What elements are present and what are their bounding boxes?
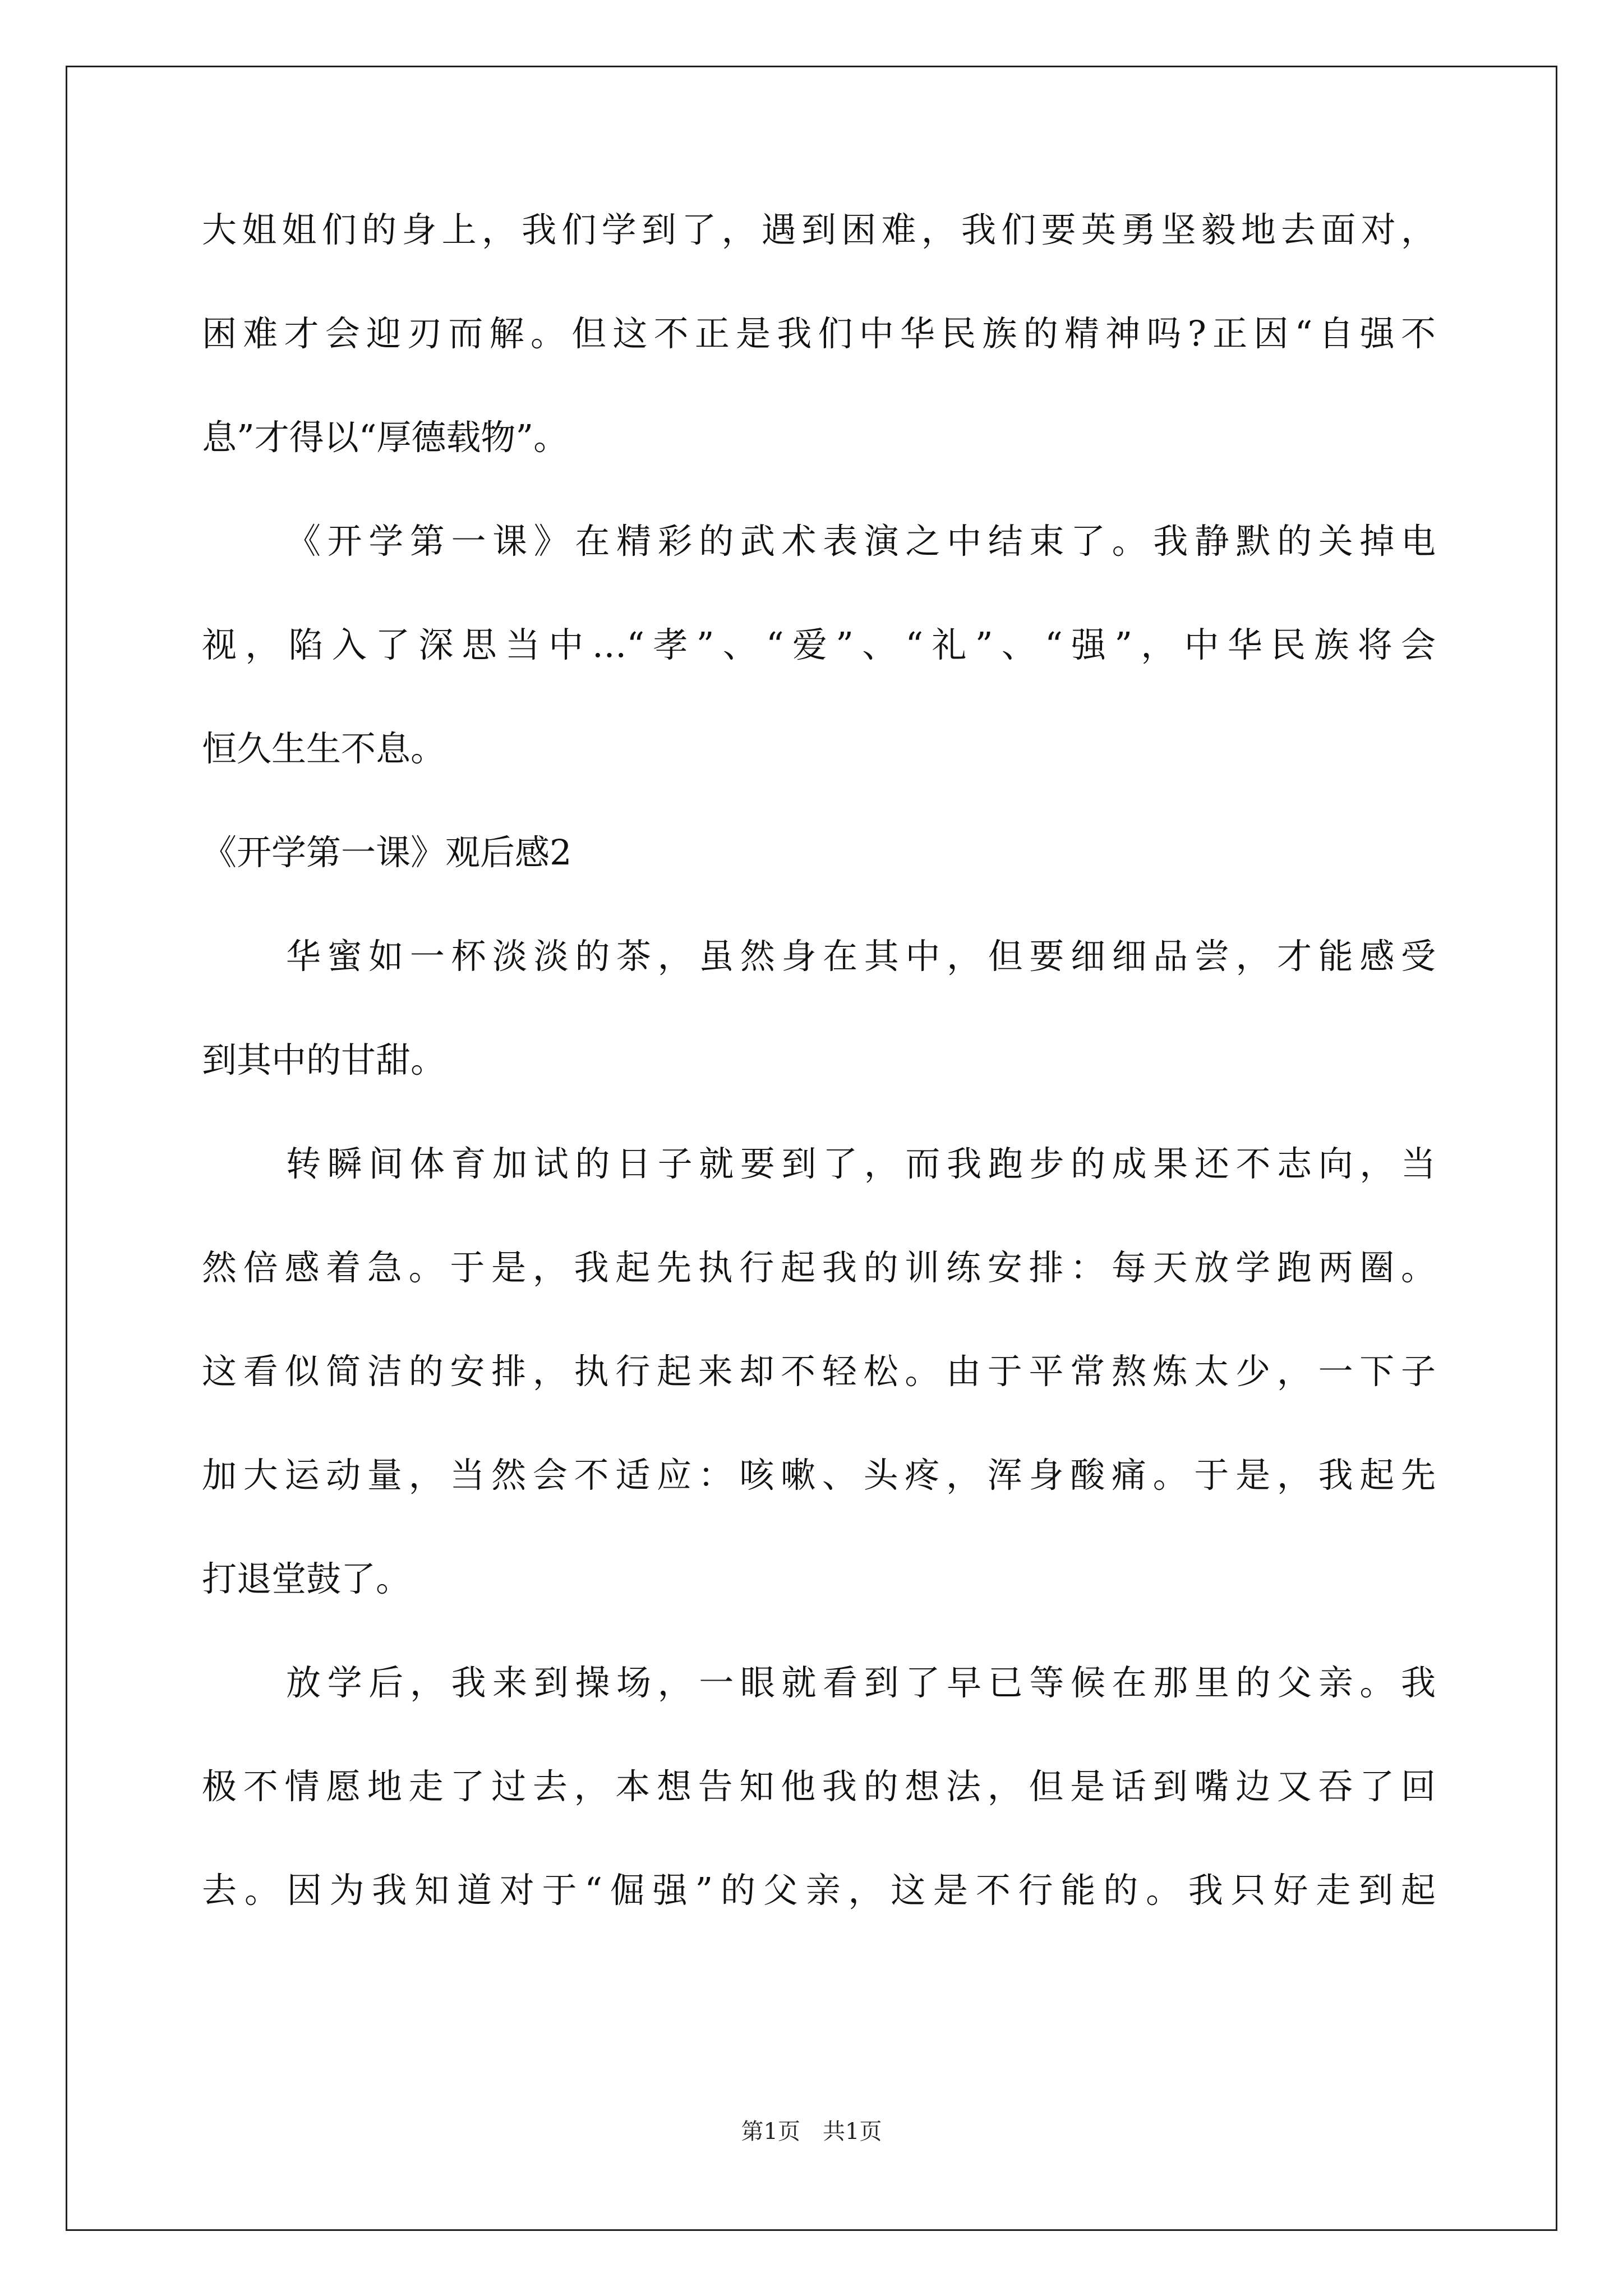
text-line: 《开学第一课》在精彩的武术表演之中结束了。我静默的关掉电 xyxy=(286,521,1436,562)
text-line: 极不情愿地走了过去，本想告知他我的想法，但是话到嘴边又吞了回 xyxy=(202,1766,1436,1807)
text-line: 去。因为我知道对于“倔强”的父亲，这是不行能的。我只好走到起 xyxy=(202,1870,1436,1911)
text-line: 转瞬间体育加试的日子就要到了，而我跑步的成果还不志向，当 xyxy=(286,1143,1436,1184)
text-line: 大姐姐们的身上，我们学到了，遇到困难，我们要英勇坚毅地去面对， xyxy=(202,209,1436,250)
text-line: 这看似简洁的安排，执行起来却不轻松。由于平常熬炼太少，一下子 xyxy=(202,1351,1436,1392)
text-line: 然倍感着急。于是，我起先执行起我的训练安排：每天放学跑两圈。 xyxy=(202,1247,1436,1288)
text-line: 困难才会迎刃而解。但这不正是我们中华民族的精神吗?正因“自强不 xyxy=(202,313,1436,354)
text-line: 加大运动量，当然会不适应：咳嗽、头疼，浑身酸痛。于是，我起先 xyxy=(202,1455,1436,1496)
section-heading: 《开学第一课》观后感2 xyxy=(202,832,572,873)
text-line: 息”才得以“厚德载物”。 xyxy=(202,417,569,458)
text-line: 恒久生生不息。 xyxy=(202,728,446,769)
text-line: 到其中的甘甜。 xyxy=(202,1039,446,1080)
text-line: 打退堂鼓了。 xyxy=(202,1558,411,1599)
text-line: 放学后，我来到操场，一眼就看到了早已等候在那里的父亲。我 xyxy=(286,1662,1436,1703)
text-line: 视，陷入了深思当中…“孝”、“爱”、“礼”、“强”，中华民族将会 xyxy=(202,624,1436,665)
page-number-footer: 第1页 共1页 xyxy=(741,2119,882,2145)
text-line: 华蜜如一杯淡淡的茶，虽然身在其中，但要细细品尝，才能感受 xyxy=(286,936,1436,977)
